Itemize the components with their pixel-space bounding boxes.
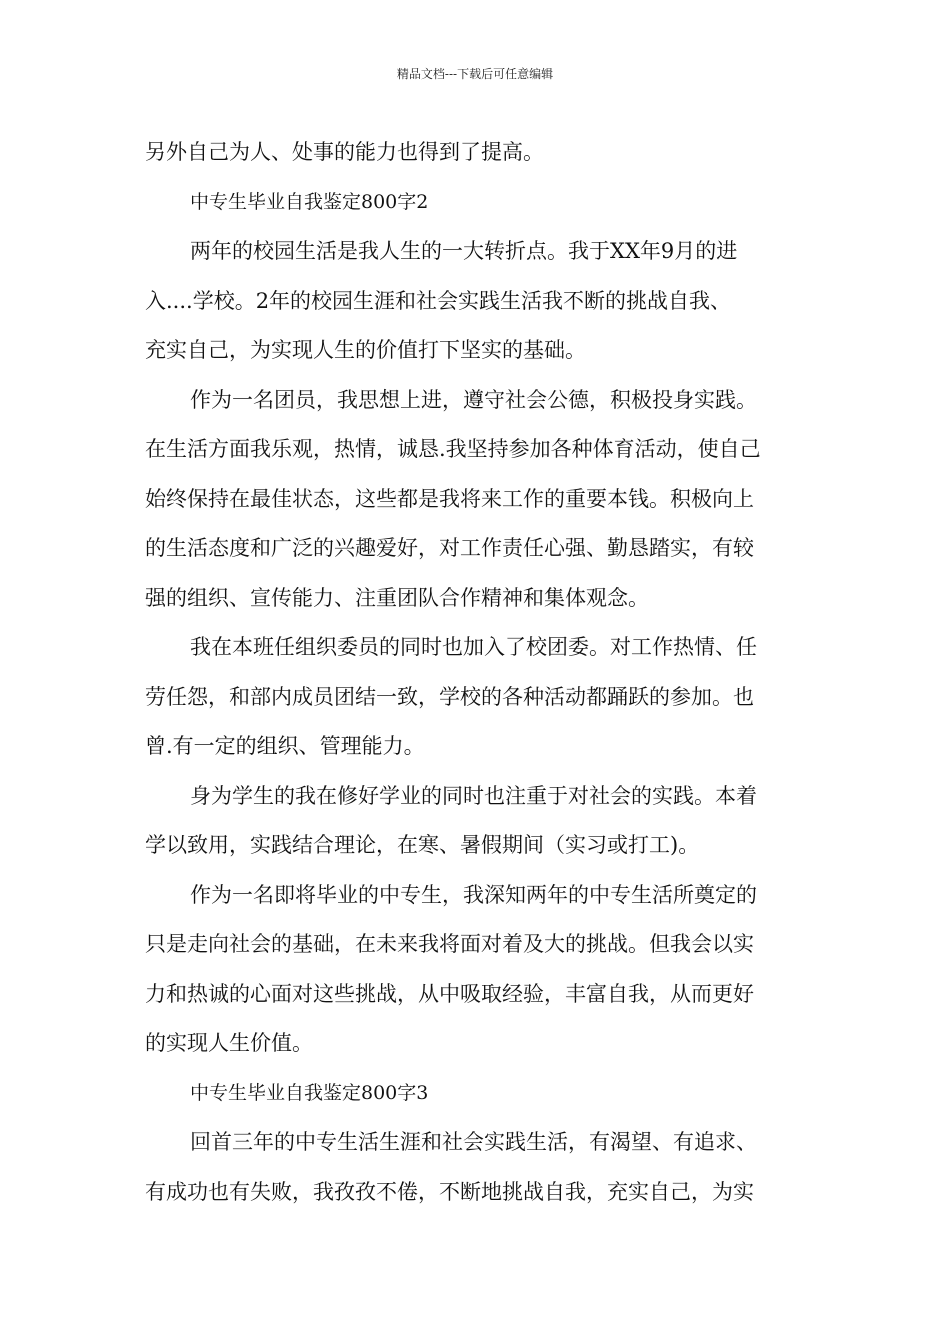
- paragraph-line: 两年的校园生活是我人生的一大转折点。我于XX年9月的进: [190, 239, 738, 263]
- paragraph-line: 回首三年的中专生活生涯和社会实践生活，有渴望、有追求、: [190, 1130, 757, 1154]
- paragraph-line: 的生活态度和广泛的兴趣爱好，对工作责任心强、勤恳踏实，有较: [145, 536, 754, 560]
- paragraph-line: 充实自己，为实现人生的价值打下坚实的基础。: [145, 338, 586, 362]
- document-body: [145, 130, 810, 1219]
- paragraph-line: 入....学校。2年的校园生涯和社会实践生活我不断的挑战自我、: [145, 288, 732, 313]
- paragraph-line: 的实现人生价值。: [145, 1031, 313, 1055]
- page-header: 精品文档---下载后可任意编辑: [396, 67, 554, 81]
- paragraph-line: 力和热诚的心面对这些挑战，从中吸取经验，丰富自我，从而更好: [145, 981, 754, 1006]
- paragraph-line: 在生活方面我乐观，热情，诚恳.我坚持参加各种体育活动，使自己: [145, 437, 761, 461]
- paragraph-line: 身为学生的我在修好学业的同时也注重于对社会的实践。本着: [190, 783, 757, 808]
- paragraph-line: 学以致用，实践结合理论，在寒、暑假期间（实习或打工)。: [145, 833, 700, 857]
- section-heading: 中专生毕业自我鉴定800字2: [190, 190, 429, 213]
- paragraph-line: 始终保持在最佳状态，这些都是我将来工作的重要本钱。积极向上: [145, 486, 754, 511]
- paragraph-line: 曾.有一定的组织、管理能力。: [145, 734, 425, 758]
- paragraph-line: 作为一名即将毕业的中专生，我深知两年的中专生活所奠定的: [190, 882, 757, 907]
- paragraph-line: 强的组织、宣传能力、注重团队合作精神和集体观念。: [145, 585, 649, 610]
- paragraph-line: 另外自己为人、处事的能力也得到了提高。: [145, 140, 544, 164]
- paragraph-line: 有成功也有失败，我孜孜不倦，不断地挑战自我，充实自己，为实: [145, 1179, 754, 1204]
- paragraph-line: 我在本班任组织委员的同时也加入了校团委。对工作热情、任: [190, 635, 757, 659]
- section-heading: 中专生毕业自我鉴定800字3: [190, 1081, 429, 1104]
- paragraph-line: 作为一名团员，我思想上进，遵守社会公德，积极投身实践。: [190, 387, 757, 412]
- paragraph-line: 只是走向社会的基础，在未来我将面对着及大的挑战。但我会以实: [145, 932, 754, 956]
- paragraph-line: 劳任怨，和部内成员团结一致，学校的各种活动都踊跃的参加。也: [145, 684, 754, 709]
